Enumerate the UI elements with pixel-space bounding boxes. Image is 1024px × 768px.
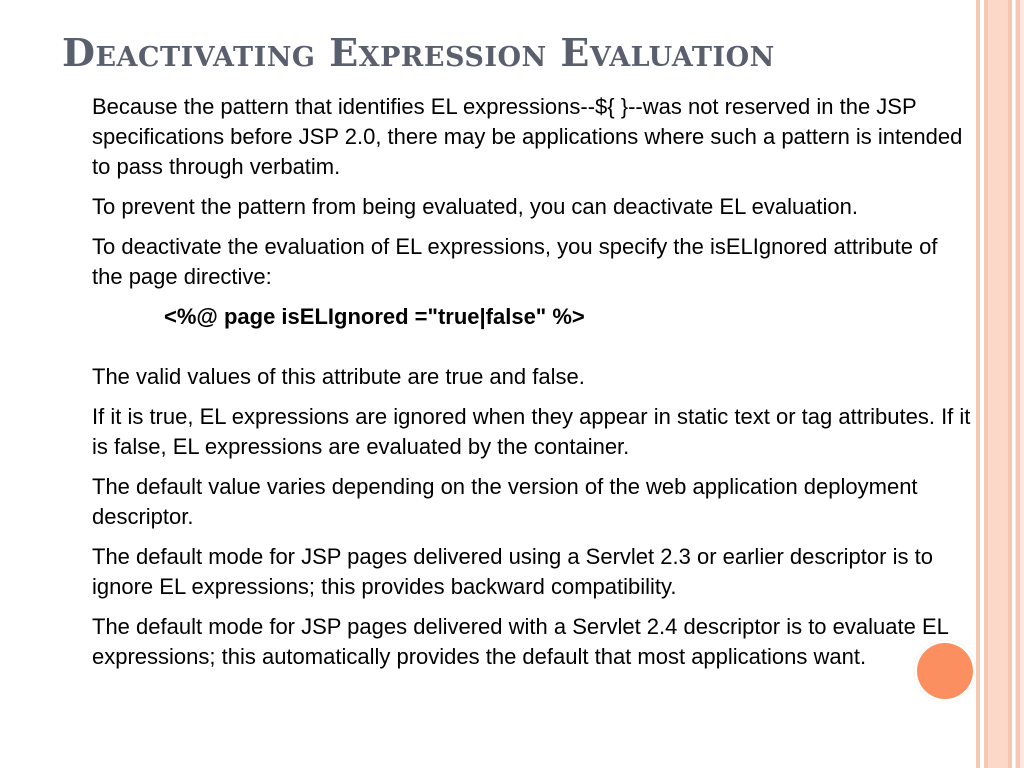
code-directive: <%@ page isELIgnored ="true|false" %> (164, 304, 585, 329)
body-paragraph: If it is true, EL expressions are ignored when they appear in static text or tag attributes. If it is false, EL expressions are evaluated by the container. (92, 404, 971, 459)
body-paragraph: Because the pattern that identifies EL expressions--${ }--was not reserved in the JSP specifications before JSP 2.0, there may be applications where such a pattern is intended to pass through verbatim. (92, 94, 963, 179)
accent-circle (914, 640, 976, 702)
body-paragraph: The valid values of this attribute are true and false. (92, 364, 585, 389)
slide-title: Deactivating Expression Evaluation (62, 30, 775, 75)
body-paragraph: The default mode for JSP pages delivered with a Servlet 2.4 descriptor is to evaluate EL expressions; this automatically provides the default that most applications want. (92, 614, 949, 669)
stripe-band (988, 0, 1008, 768)
stripe-gap (1012, 0, 1015, 768)
decorative-stripes (976, 0, 1024, 768)
body-paragraph: The default value varies depending on the version of the web application deployment descriptor. (92, 474, 918, 529)
body-paragraph: To prevent the pattern from being evaluated, you can deactivate EL evaluation. (92, 194, 859, 219)
body-paragraph: The default mode for JSP pages delivered using a Servlet 2.3 or earlier descriptor is to ignore EL expressions; this provides backward compatibility. (92, 544, 933, 599)
body-paragraph: To deactivate the evaluation of EL expressions, you specify the isELIgnored attribute of the page directive: (92, 234, 938, 289)
stripe-gap (980, 0, 984, 768)
slide-body (92, 92, 972, 682)
